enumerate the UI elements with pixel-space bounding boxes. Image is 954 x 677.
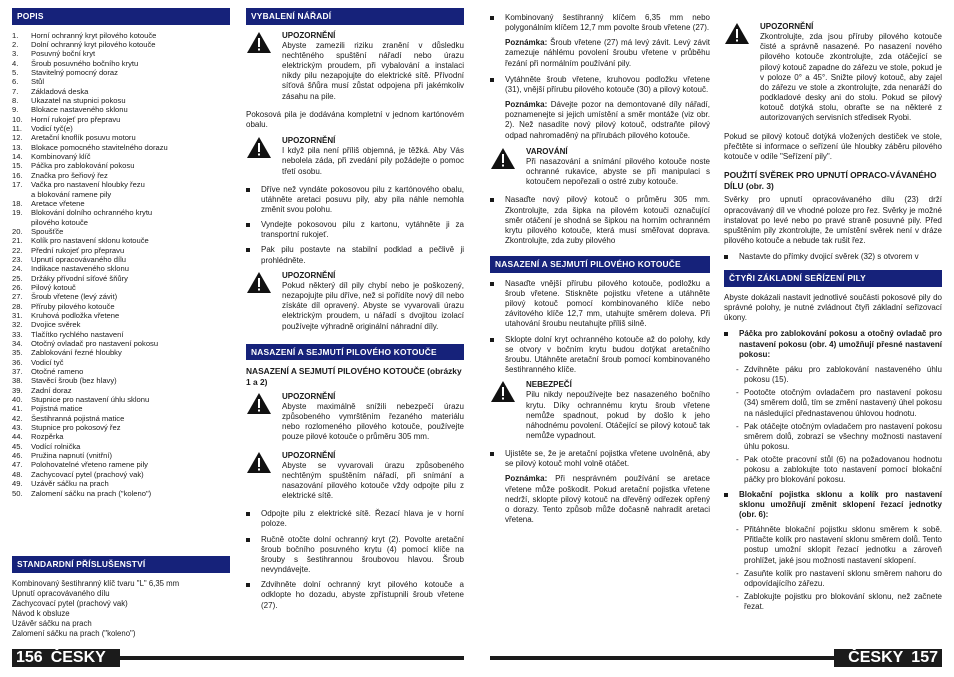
warning-triangle-icon [246,271,272,294]
bullet-item: Odpojte pilu z elektrické sítě. Řezací hlava je v horní poloze. [246,509,464,529]
list-item: a blokování ramene pily [31,189,112,199]
parts-list [12,31,230,498]
warning-label: UPOZORNĚNÍ [282,450,336,460]
section-header-blade: NASAZENÍ A SEJMUTÍ PILOVÉHO KOTOUČE [246,344,464,361]
list-item: 38. Stavěcí šroub (bez hlavy) [12,376,117,386]
list-item: 34. Otočný ovladač pro nastavení pokosu [12,339,159,349]
note: Poznámka: Šroub vřetene (27) má levý závit. Levý závit zamezuje náhlému povolení šroubu vřetene v průběhu řezání při normálním používání pily. [505,38,710,68]
bullet-item: Kombinovaný šestihranný klíčem 6,35 mm nebo polygonálním klíčem 12,7 mm povolte šroub vřetene (27). [490,13,710,33]
list-item: 20. Spoušťče [12,226,64,236]
list-item: 23. Upnutí opracovávaného dílu [12,254,126,264]
list-item: 18. Aretace vřetene [12,198,85,208]
section-header-unpacking: VYBALENÍ NÁŘADÍ [246,8,464,25]
list-item: 46. Pružina napnutí (vnitřní) [12,451,113,461]
list-item: Návod k obsluze [12,608,70,618]
warning-text: Pilu nikdy nepoužívejte bez nasazeného bočního krytu. Díky ochrannému krytu šroub vřetene nemůže spadnout, pokud by došlo k jeho náhodnému povolení. Otáčející se pilový kotouč tak nemůže vypadnout. [526,390,710,440]
list-item: 14. Kombinovaný klíč [12,152,91,162]
list-item: 16. Značka pro šeřiový řez [12,170,108,180]
warning-text: Abyste maximálně snížili nebezpečí úrazu způsobeného vymrštěním řezaného materiálu nebo rozlomeného pilového kotouče, používejte pouze pilové kotouče o průměru 305 mm. [282,401,464,442]
dash-item: - Pootočte otočným ovladačem pro nastavení pokosu (34) směrem dolů, tím se změní nastavený úhel pokosu na následující přednastavenou úhlovou hodnotu. [736,388,942,418]
warning-triangle-icon [246,31,272,54]
list-item: 28. Příruby pilového kotouče [12,301,115,311]
list-item: 22. Přední rukojeť pro přepravu [12,245,125,255]
dash-item: - Pak otáčejte otočným ovladačem pro nastavení pokosu směrem dolů, zobrazí se všechny možnosti nastavení úhlu pokosu. [736,421,942,452]
column-accessories [12,556,230,639]
bullet-item: Blokační pojistka sklonu a kolík pro nastavení sklonu umožňují změnit sklopení řezací jednotky (obr. 6): [724,490,942,520]
bullet-item: Vyndejte pokosovou pilu z kartonu, vytáhněte ji za transportní rukojeť. [246,220,464,240]
warning-label: VAROVÁNÍ [526,146,568,156]
list-item: 10. Horní rukojeť pro přepravu [12,114,121,124]
bullet-item: Pak pilu postavte na stabilní podklad a pečlivě ji prohlédněte. [246,245,464,265]
list-item: 9. Blokace nastaveného sklonu [12,105,128,115]
bullet-item: Dříve než vyndáte pokosovou pilu z kartónového obalu, utáhněte aretaci posuvu pily, aby pila náhle nemohla změnit svou polohu. [246,185,464,215]
list-item: 43. Stupnice pro pokosový řez [12,423,121,433]
list-item: 31. Kruhová podložka vřetene [12,310,120,320]
bullet-item: Ujistěte se, že je aretační pojistka vřetene uvolněná, aby se pilový kotouč mohl volně otáčet. [490,449,710,469]
page-number: 156 [16,648,43,666]
warning-block [724,22,942,124]
warning-block [246,451,464,502]
list-item: Kombinovaný šestihranný klíč tvaru "L" 6,35 mm [12,578,180,588]
list-item: 2. Dolní ochranný kryt pilového kotouče [12,40,156,50]
list-item: 3. Posuvný boční kryt [12,49,96,59]
list-item: 33. Tlačítko rychlého nastavení [12,329,124,339]
list-item: 41. Pojistná matice [12,404,83,414]
list-item: Zalomení sáčku na prach ("koleno") [12,628,136,638]
list-item: 45. Vodící rolnička [12,441,81,451]
list-item: 39. Zadní doraz [12,385,72,395]
list-item: Uzávěr sáčku na prach [12,618,92,628]
list-item: 40. Stupnice pro nastavení úhlu sklonu [12,395,150,405]
warning-triangle-icon [490,147,516,170]
list-item: 12. Aretační knoflík posuvu motoru [12,133,136,143]
column-blade [490,13,710,531]
warning-text: Pokud některý díl pily chybí nebo je poškozený, nezapojujte pilu dříve, než si pořídíte nový díl nebo získáte díl opravený. Abyste se vyvarovali úrazu elektrickým proudem, u nářadí s dvojitou izolací používejte výhradně originální náhradní díly. [282,280,464,331]
language-label: ČESKY [50,648,106,666]
warning-block [490,380,710,441]
list-item: 36. Vodicí tyč [12,357,64,367]
warning-label: UPOZORNĚNÍ [282,30,336,40]
bullet-item: Zdvihněte dolní ochranný kryt pilového kotouče a odklopte ho dozadu, abyste zpřístupnili šroub vřetene (27). [246,580,464,610]
paragraph: Pokosová pila je dodávána kompletní v jednom kartónovém obalu. [246,109,464,129]
warning-block [246,392,464,443]
column-adjust [724,18,942,615]
warning-label: UPOZORNĚNÍ [282,391,336,401]
list-item: 6. Stůl [12,77,45,87]
list-item: 44. Rozpěrka [12,432,64,442]
section-header-blade: NASAZENÍ A SEJMUTÍ PILOVÉHO KOTOUČE [490,256,710,273]
list-item: 42. Šestihranná pojistná matice [12,413,125,423]
language-label: ČESKY [848,648,904,666]
warning-text: Abyste zamezili riziku zranění v důsledku nechtěného spuštění nářadí nebo úrazu elektrickým proudem, při vybalování a instalaci nikdy pilu nezapojujte do elektrické sítě. Přívodní síťová šňůra musí zůstat odpojena při jakémkoliv zásahu na pile. [282,40,464,101]
paragraph: Pokud se pilový kotouč dotýká vložených destiček ve stole, přečtěte si informace o seřízení úle hloubky záběru pilového kotouče v odíle "Seřízení pily". [724,131,942,161]
dash-item: - Pak otočte pracovní stůl (6) na požadovanou hodnotu pokosu a zablokujte toto nastavení pomocí blokační páčky pro blokování pokosu. [736,455,942,485]
subheading: POUŽITÍ SVĚREK PRO UPNUTÍ OPRACO-VÁVANÉHO DÍLU (obr. 3) [724,170,937,191]
warning-triangle-icon [490,380,516,403]
list-item: 5. Stavitelný pomocný doraz [12,68,118,78]
bullet-item: Ručně otočte dolní ochranný kryt (2). Povolte aretační šroub bočního posuvného krytu (4) pomocí klíče na šrouby s šestihrannou šroubovou hlavou. Šroub nevyndávejte. [246,535,464,576]
dash-item: - Zasuňte kolík pro nastavení sklonu směrem nahoru do odpovídajícího zářezu. [736,568,942,588]
list-item: 37. Otočné rameno [12,367,84,377]
warning-block [246,31,464,102]
bullet-item: Nasaďte vnější přírubu pilového kotouče, podložku a šroub vřetene. Stiskněte pojistku vřetene a utáhněte pilový kotouč pomocí kombinovaného klíče nebo závitového klíče 12,7 mm, utahujte směrem doleva. Při utahování šroubu neutahujte příliš silně. [490,279,710,330]
section-header-accessories: STANDARDNÍ PŘÍSLUŠENSTVÍ [12,556,230,573]
warning-triangle-icon [724,22,750,45]
list-item: 50. Zalomení sáčku na prach ("koleno") [12,488,152,498]
list-item: 35. Zablokování řezné hloubky [12,348,122,358]
list-item: 13. Blokace pomocného stavitelného dorazu [12,142,168,152]
warning-block [246,271,464,332]
warning-text: Při nasazování a snímání pilového kotouče noste ochranné rukavice, abyste se při manipulaci s kotoučem nepořezali o ostré zuby kotouče. [526,156,710,187]
warning-label: NEBEZPEČÍ [526,380,572,390]
warning-triangle-icon [246,451,272,474]
bullet-item: Vytáhněte šroub vřetene, kruhovou podložku vřetene (31), vnější přírubu pilového kotouče (30) a pilový kotouč. [490,75,710,95]
paragraph: Abyste dokázali nastavit jednotlivé součásti pokosové pily do správné polohy, je nutné zvládnout čtyři základní seřizovací úkony. [724,292,942,323]
list-item: 48. Zachycovací pytel (prachový vak) [12,469,144,479]
dash-item: - Zdvihněte páku pro zablokování nastaveného úhlu pokosu (15). [736,364,942,385]
warning-triangle-icon [246,136,272,159]
list-item: 21. Kolík pro nastavení sklonu kotouče [12,236,149,246]
accessories-list [12,579,230,639]
column-unpacking [246,8,464,616]
warning-text: Abyste se vyvarovali úrazu způsobeného nechtěným spuštěním nářadí, při snímání a nasazování pilového kotouče vždy odpojte pilu z elektrické sítě. [282,460,464,501]
warning-block [490,147,710,188]
list-item: 11. Vodicí tyč(e) [12,124,73,134]
list-item: 7. Základová deska [12,86,89,96]
list-item: 1. Horní ochranný kryt pilového kotouče [12,30,157,40]
section-header-popis: POPIS [12,8,230,25]
warning-triangle-icon [246,392,272,415]
list-item: 32. Dvojice svěrek [12,320,81,330]
dash-item: - Přitáhněte blokační pojistku sklonu směrem k sobě. Přitlačte kolík pro nastavení sklonu směrem dolů. Tento postup umožní sklopit řezací jednotku a zároveň prohlížet, jaké jsou možnosti nastavení sklopení. [736,525,942,565]
list-item: Upnutí opracovávaného dílu [12,588,110,598]
warning-label: UPOZORNĚNÍ [760,22,814,31]
subheading: NASAZENÍ A SEJMUTÍ PILOVÉHO KOTOUČE (obrázky 1 a 2) [246,366,462,388]
bullet-item: Sklopte dolní kryt ochranného kotouče až do polohy, kdy se otvory v bočním krytu budou dotýkat aretačního šroubu. Utáhněte aretační šroub pomocí kombinovaného šestihranného klíče. [490,335,710,376]
warning-label: UPOZORNĚNÍ [282,270,336,280]
section-header-adjust: ČTYŘI ZÁKLADNÍ SEŘÍZENÍ PILY [724,270,942,287]
bullet-item: Nasaďte nový pilový kotouč o průměru 305 mm. Zkontrolujte, zda šipka na pilovém kotouči označující směr otáčení je shodná se šipkou na horním ochranném krytu pilového kotouče, která musí směřovat dopravа. Zkontrolujte, zda zuby pilového [490,195,710,246]
list-item: 49. Uzávěr sáčku na prach [12,479,109,489]
list-item: 8. Ukazatel na stupnici pokosu [12,96,126,106]
list-item: 25. Držáky přívodní síťové šňůry [12,273,128,283]
bullet-item: Páčka pro zablokování pokosu a otočný ovladač pro nastavení pokosu (obr. 4) umožňují přesné nastavení pokosu: [724,329,942,359]
bullet-item: Nastavte do přímky dvojicí svěrek (32) s otvorem v [724,252,942,262]
list-item: 19. Blokování dolního ochranného krytu [12,208,153,218]
list-item: 24. Indikace nastaveného sklonu [12,264,129,274]
list-item: 47. Polohovatelné vřeteno ramene pily [12,460,148,470]
warning-text: I když pila není příliš objemná, je těžká. Aby Vás nebolela záda, při zvedání pily požádejte o pomoc třetí osobu. [282,146,464,176]
list-item: 27. Šroub vřetene (levý závit) [12,292,118,302]
list-item: pilového kotouče [31,217,88,227]
list-item: 15. Páčka pro zablokování pokosu [12,161,135,171]
list-item: 26. Pilový kotouč [12,282,76,292]
list-item: 17. Vačka pro nastavení hloubky řezu [12,180,145,190]
page-number: 157 [911,648,938,666]
list-item: Zachycovací pytel (prachový vak) [12,598,128,608]
note: Poznámka: Při nesprávném používání se aretace vřetene může poškodit. Pokud aretační pojistka vřetene nedrží, sklopte pilový kotouč na dřevěný odřezek opřený o dorazy. Tento způsob může dočasně nahradit aretaci vřetena. [505,474,710,525]
warning-label: UPOZORNĚNÍ [282,136,336,146]
paragraph: Svěrky pro upnutí opracovávaného dílu (23) drží opracovávaný díl ve vhodné poloze pro řez. Svěrky je možné instalovat po levé nebo po pravé straně posuvné pily. Před spuštěním pily zkontrolujte, že umístění svěrek není v dráze pilového kotouče a nebude tak rušit řez. [724,195,942,245]
warning-text: Zkontrolujte, zda jsou příruby pilového kotouče čisté a správně nasazené. Po nasazení nového pilového kotouče zkontrolujte, zda otáčející se pilový kotouč zapadne do zářezu ve stole, pokud je v poloze 0° a 45°. Snižte pilový kotouč, aby zajel do zářezu ve stole a zkontrolujte, zda nenaráží do podkladové desky ani do stolu. Pokud se pilový kotouč dotýká stolu, obraťte se na některé z autorizovaných servisních středisek Ryobi. [760,32,942,123]
warning-block [246,136,464,177]
list-item: 4. Šroub posuvného bočního krytu [12,58,139,68]
dash-item: - Zablokujte pojistku pro blokování sklonu, než začnete řezat. [736,592,942,612]
note: Poznámka: Dávejte pozor na demontované díly nářadí, poznamenejte si jejich umístění a směr montáže (viz obr. 2). Než nasadíte nový pilový kotouč, odstraňte pilový odpad nahromaděný na přírubách pilového kotouče. [505,100,710,140]
column-parts [12,8,230,498]
